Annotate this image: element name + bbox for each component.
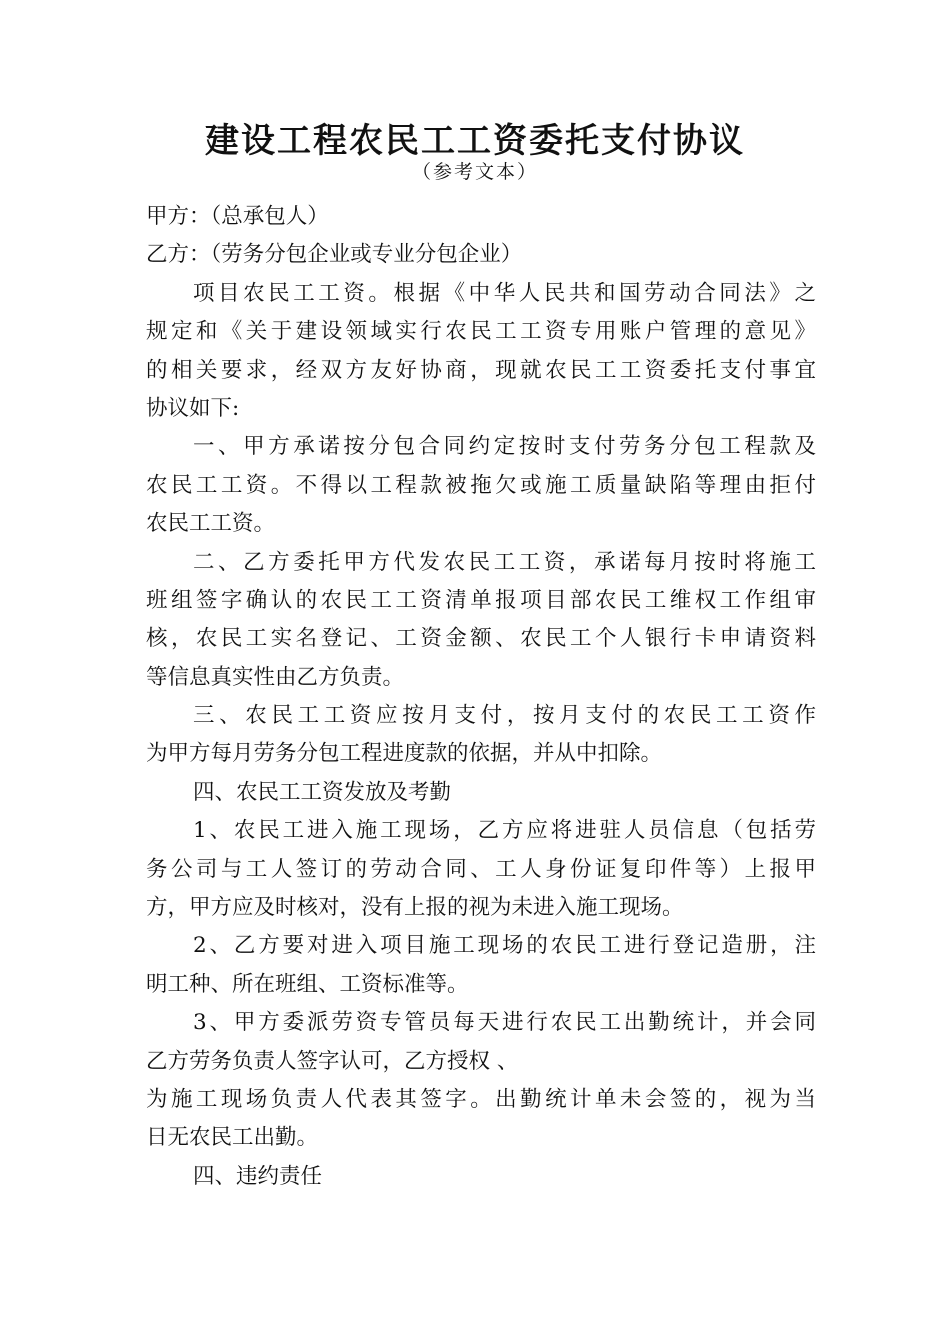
party-b-line: 乙方：（劳务分包企业或专业分包企业） (146, 242, 523, 268)
paragraph-line: 规定和《关于建设领域实行农民工工资专用账户管理的意见》 (146, 319, 816, 345)
paragraph-line: 的相关要求，经双方友好协商，现就农民工工资委托支付事宜 (146, 357, 816, 383)
section-heading: 四、农民工工资发放及考勤 (193, 779, 452, 805)
paragraph-line: 2、乙方要对进入项目施工现场的农民工进行登记造册，注 (193, 933, 816, 959)
paragraph-line: 一、甲方承诺按分包合同约定按时支付劳务分包工程款及 (193, 434, 816, 460)
paragraph-line: 务公司与工人签订的劳动合同、工人身份证复印件等）上报甲 (146, 856, 816, 882)
paragraph-line: 乙方劳务负责人签字认可，乙方授权 、 (146, 1048, 519, 1074)
document-body (146, 198, 816, 1196)
section-heading: 四、违约责任 (193, 1163, 323, 1189)
paragraph-line: 二、乙方委托甲方代发农民工工资，承诺每月按时将施工 (193, 549, 816, 575)
paragraph-line: 班组签字确认的农民工工资清单报项目部农民工维权工作组审 (146, 587, 816, 613)
document-title: 建设工程农民工工资委托支付协议 (205, 121, 745, 161)
paragraph-line: 等信息真实性由乙方负责。 (146, 664, 405, 690)
document-subtitle: （参考文本） (411, 161, 538, 183)
paragraph-line: 核，农民工实名登记、工资金额、农民工个人银行卡申请资料 (146, 626, 816, 652)
party-a-line: 甲方：（总承包人） (146, 204, 329, 229)
paragraph-line: 为施工现场负责人代表其签字。出勤统计单未会签的，视为当 (146, 1086, 816, 1112)
paragraph-line: 日无农民工出勤。 (146, 1125, 319, 1151)
paragraph-line: 协议如下: (146, 395, 240, 421)
paragraph-line: 方，甲方应及时核对，没有上报的视为未进入施工现场。 (146, 895, 684, 921)
paragraph-line: 农民工工资。不得以工程款被拖欠或施工质量缺陷等理由拒付 (146, 472, 816, 498)
paragraph-line: 项目农民工工资。根据《中华人民共和国劳动合同法》之 (193, 280, 816, 306)
paragraph-line: 三、农民工工资应按月支付，按月支付的农民工工资作 (193, 703, 816, 729)
paragraph-line: 1、农民工进入施工现场，乙方应将进驻人员信息（包括劳 (193, 818, 816, 844)
paragraph-line: 明工种、所在班组、工资标准等。 (146, 971, 469, 997)
paragraph-line: 农民工工资。 (146, 511, 276, 537)
paragraph-line: 为甲方每月劳务分包工程进度款的依据，并从中扣除。 (146, 741, 663, 767)
paragraph-line: 3、甲方委派劳资专管员每天进行农民工出勤统计，并会同 (193, 1010, 816, 1036)
